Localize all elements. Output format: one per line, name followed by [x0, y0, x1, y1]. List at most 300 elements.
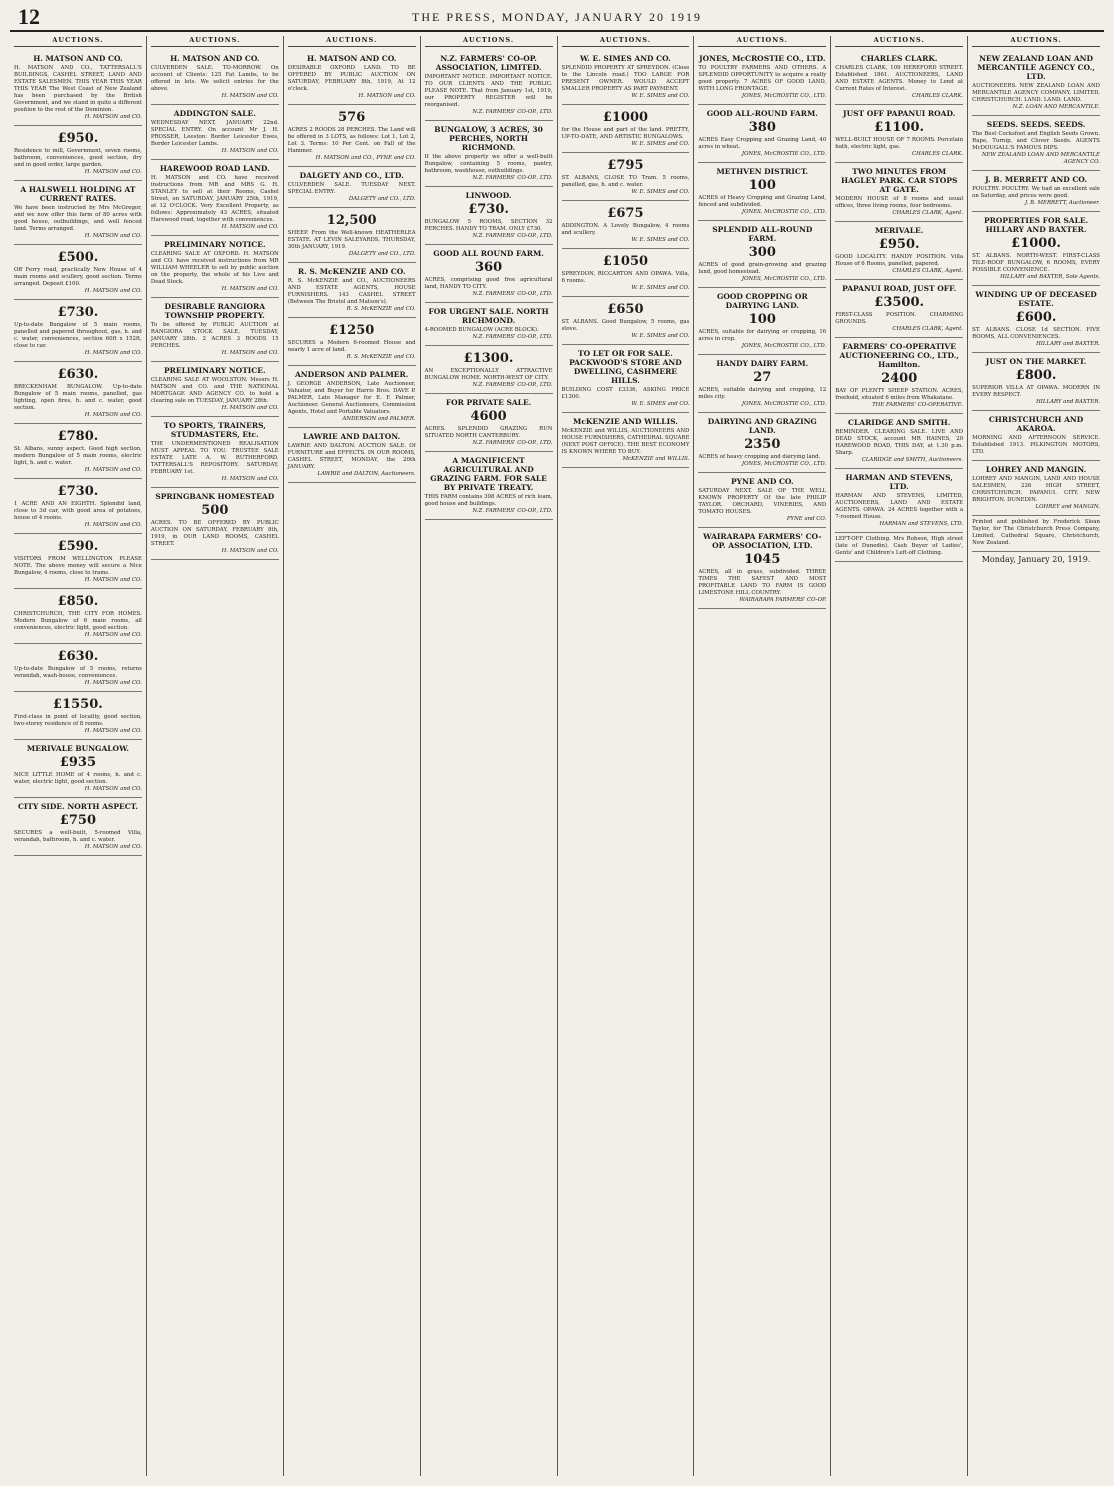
ad-signature: JONES, McCROSTIE CO., LTD.	[741, 93, 827, 99]
ad-signature: H. MATSON and CO.	[84, 522, 142, 528]
advertisement	[425, 187, 553, 245]
ad-heading: GOOD ALL-ROUND FARM.	[706, 109, 818, 118]
ad-signature: N.Z. LOAN AND MERCANTILE.	[1012, 104, 1100, 110]
ad-text: ADDINGTON. A Lovely Bungalow, 4 rooms and scullery.	[561, 223, 690, 236]
ad-signature: H. MATSON and CO.	[84, 632, 142, 638]
ad-signature: H. MATSON and CO.	[221, 224, 279, 230]
ad-signature: LAWRIE and DALTON, Auctioneers.	[317, 471, 416, 477]
advertisement	[835, 50, 963, 105]
ad-signature: DALGETY and CO., LTD.	[348, 196, 416, 202]
ad-price: 576	[338, 110, 366, 125]
advertisement	[14, 534, 142, 589]
ad-signature: H. MATSON and CO.	[84, 412, 142, 418]
ad-text: ACRES of Heavy Cropping and Grazing Land, fenced and subdivided.	[698, 195, 827, 208]
ad-price: £1300.	[463, 351, 514, 366]
ad-heading: TO LET OR FOR SALE. PACKWOOD'S STORE AND DWELLING, CASHMERE HILLS.	[569, 349, 682, 385]
advertisement	[972, 116, 1100, 171]
advertisement	[151, 236, 279, 298]
ad-price: £650	[607, 302, 644, 317]
ad-text: HARMAN AND STEVENS, LIMITED, AUCTIONEERS, LAND AND ESTATE AGENTS. OPAWA. 24 ACRES together with a 7-roomed House.	[835, 493, 964, 520]
advertisement	[14, 362, 142, 424]
advertisement	[562, 297, 690, 345]
ad-price: £1000	[602, 110, 649, 125]
advertisement	[151, 488, 279, 560]
ad-text: If the above property we offer a well-built Bungalow, containing 5 rooms, pantry, bathroom, washhouse, outbuildings.	[424, 154, 553, 174]
ad-text: WEDNESDAY NEXT, JANUARY 22nd. SPECIAL ENTRY. On account Mr J. H. PROSSER, Leeston: Border Leicester Ewes, Border Leicester Lambs.	[150, 120, 279, 147]
ad-text: CLEARING SALE AT WOOLSTON. Messrs H. MATSON and CO. and THE NATIONAL MORTGAGE AND AGENCY CO. to hold a clearing sale on TUESDAY, JANUARY 28th.	[150, 377, 279, 404]
advertisement	[698, 163, 826, 221]
ad-text: THIS FARM contains 398 ACRES of rich loam, good house and buildings.	[424, 494, 553, 507]
advertisement	[425, 452, 553, 520]
ad-heading: MERIVALE BUNGALOW.	[26, 744, 129, 753]
advertisement	[151, 160, 279, 236]
ad-text: ACRES. SPLENDID GRAZING RUN SITUATED NORTH CANTERBURY.	[424, 426, 553, 439]
ad-text: SHEEP. From the Well-known HEATHERLEA ESTATE. AT LEVIN SALEYARDS. THURSDAY, 30th JANUARY, 1919.	[287, 230, 416, 250]
ad-heading: DESIRABLE RANGIORA TOWNSHIP PROPERTY.	[164, 302, 266, 320]
ad-heading: PRELIMINARY NOTICE.	[164, 240, 266, 249]
ad-signature: H. MATSON and CO.	[221, 286, 279, 292]
ad-signature: H. MATSON and CO., PYNE and CO.	[315, 155, 416, 161]
advertisement	[972, 411, 1100, 461]
ad-signature: HILLARY and BAXTER.	[1036, 399, 1100, 405]
ad-price: 1045	[744, 552, 781, 567]
ad-price: £630.	[57, 367, 99, 382]
ad-heading: TWO MINUTES FROM HAGLEY PARK. CAR STOPS AT GATE.	[841, 167, 958, 194]
ad-text: LEFT-OFF Clothing. Mrs Robson, High street (late of Dunedin). Cash Buyer of Ladies', Gents' and Children's Left-off Clothing.	[835, 536, 964, 556]
ad-text: McKENZIE and WILLIS, AUCTIONEERS AND HOUSE FURNISHERS, CATHEDRAL SQUARE (NEXT POST OFFICE). THE BEST ECONOMY IS KNOWN WHERE TO BUY.	[561, 428, 690, 455]
ad-text: SECURES a Modern 6-roomed House and nearly 1 acre of land.	[287, 340, 416, 353]
advertisement	[14, 245, 142, 300]
ad-text: CLEARING SALE AT OXFORD. H. MATSON and CO. have received instructions from MR WILLIAM WHEELER to sell by public auction on the property, the whole of his Live and Dead Stock.	[150, 251, 279, 285]
ad-price: £630.	[57, 649, 99, 664]
advertisement	[835, 105, 963, 163]
advertisement	[14, 479, 142, 534]
advertisement	[698, 473, 826, 528]
ad-price: 4600	[470, 409, 507, 424]
ad-heading: HARMAN AND STEVENS, LTD.	[845, 473, 953, 491]
ad-text: LAWRIE AND DALTON. AUCTION SALE. Of FURNITURE and EFFECTS. IN OUR ROOMS, CASHEL STREET, MONDAY, the 20th JANUARY.	[287, 443, 416, 470]
column	[967, 36, 1104, 1476]
ad-price: £800.	[1015, 368, 1057, 383]
ad-heading: HANDY DAIRY FARM.	[716, 359, 809, 368]
ad-signature: H. MATSON and CO.	[221, 548, 279, 554]
ad-text: LOHREY AND MANGIN, LAND AND HOUSE SALESMEN, 226 HIGH STREET, CHRISTCHURCH. PAPANUI. CITY. NEW BRIGHTON. DUNEDIN.	[972, 476, 1100, 503]
ad-signature: CHARLES CLARK.	[912, 151, 964, 157]
advertisement	[562, 345, 690, 413]
advertisement	[14, 798, 142, 856]
ad-signature: DALGETY and CO., LTD.	[348, 251, 416, 257]
ad-heading: A HALSWELL HOLDING AT CURRENT RATES.	[20, 185, 136, 203]
advertisement	[835, 338, 963, 414]
ad-heading: CITY SIDE. NORTH ASPECT.	[17, 802, 138, 811]
ad-heading: PRELIMINARY NOTICE.	[164, 366, 266, 375]
advertisement-columns	[10, 36, 1104, 1476]
ad-text: The Best Cocksfoot and English Seeds Grown. Rape, Turnip, and Clover Seeds. AGENTS McDOUGALL'S FAMOUS DIPS.	[972, 131, 1100, 151]
ad-price: £750	[59, 813, 97, 828]
ad-text: ST. ALBANS. Good Bungalow, 5 rooms, gas stove.	[561, 319, 690, 332]
advertisement	[14, 424, 142, 479]
ad-signature: W. E. SIMES and CO.	[631, 141, 690, 147]
ad-text: ACRES. TO BE OFFERED BY PUBLIC AUCTION ON SATURDAY, FEBRUARY 8th, 1919, in OUR LAND ROOMS, CASHEL STREET.	[150, 520, 279, 547]
ad-heading: GOOD CROPPING OR DAIRYING LAND.	[716, 292, 808, 310]
ad-price: £600.	[1015, 310, 1057, 325]
ad-signature: THE FARMERS' CO-OPERATIVE.	[872, 402, 964, 408]
ad-price: 300	[748, 245, 776, 260]
ad-signature: H. MATSON and CO.	[84, 728, 142, 734]
advertisement	[425, 245, 553, 303]
advertisement	[698, 288, 826, 355]
ad-heading: CHARLES CLARK.	[860, 54, 938, 63]
ad-signature: N.Z. FARMERS' CO-OP., LTD.	[472, 175, 553, 181]
advertisement	[288, 318, 416, 366]
advertisement	[288, 167, 416, 208]
ad-heading: FOR URGENT SALE. NORTH RICHMOND.	[428, 307, 549, 325]
ad-price: 100	[748, 178, 776, 193]
ad-signature: W. E. SIMES and CO.	[631, 93, 690, 99]
advertisement	[425, 394, 553, 452]
ad-signature: H. MATSON and CO.	[84, 169, 142, 175]
ad-heading: H. MATSON AND CO.	[306, 54, 397, 63]
advertisement	[562, 413, 690, 468]
ad-price: £935	[59, 755, 97, 770]
column-heading: AUCTIONS.	[288, 36, 416, 47]
advertisement	[972, 461, 1100, 516]
ad-signature: H. MATSON and CO.	[221, 405, 279, 411]
ad-text: BRECKENHAM BUNGALOW. Up-to-date Bungalow of 5 main rooms, panelled, gas lighting, open fires, h. and c. water, good section.	[14, 384, 142, 411]
ad-heading: JUST ON THE MARKET.	[985, 357, 1087, 366]
advertisement	[698, 355, 826, 413]
advertisement	[972, 171, 1100, 212]
advertisement	[698, 221, 826, 288]
ad-signature: W. E. SIMES and CO.	[631, 285, 690, 291]
ad-heading: DAIRYING AND GRAZING LAND.	[707, 417, 817, 435]
ad-heading: DALGETY AND CO., LTD.	[299, 171, 404, 180]
ad-signature: H. MATSON and CO.	[84, 577, 142, 583]
ad-price: £1000.	[1011, 236, 1061, 251]
ad-price: £795	[607, 158, 644, 173]
ad-price: £730.	[468, 202, 509, 217]
column	[10, 36, 146, 1476]
ad-text: ACRES, all in grass, subdivided. THREE TIMES THE SAFEST AND MOST PROFITABLE LAND TO FARM IS GOOD LIMESTONE HILL COUNTRY.	[698, 569, 827, 596]
ad-signature: H. MATSON and CO.	[84, 680, 142, 686]
ad-text: Up-to-date Bungalow of 5 main rooms, panelled and papered throughout, gas, h. and c. water, conveniences, section 60ft x 152ft, close to car.	[14, 322, 142, 349]
advertisement	[835, 414, 963, 469]
ad-signature: CHARLES CLARK, Agent.	[892, 210, 964, 216]
ad-signature: H. MATSON and CO.	[84, 844, 142, 850]
advertisement	[425, 50, 553, 121]
advertisement	[425, 346, 553, 394]
advertisement	[698, 528, 826, 609]
ad-text: SPREYDON, RICCARTON AND OPAWA. Villa, 6 rooms.	[561, 271, 690, 284]
ad-signature: H. MATSON and CO.	[84, 786, 142, 792]
advertisement	[14, 300, 142, 362]
ad-heading: JUST OFF PAPANUI ROAD.	[843, 109, 956, 118]
ad-price: £675	[607, 206, 644, 221]
ad-heading: NEW ZEALAND LOAN AND MERCANTILE AGENCY CO., LTD.	[977, 54, 1095, 81]
ad-price: £730.	[57, 484, 99, 499]
ad-price: £1250	[329, 323, 375, 338]
column	[420, 36, 557, 1476]
ad-text: AUCTIONEERS. NEW ZEALAND LOAN AND MERCANTILE AGENCY COMPANY, LIMITED, CHRISTCHURCH. LAND. LAND. LAND.	[972, 83, 1100, 103]
ad-signature: N.Z. FARMERS' CO-OP., LTD.	[472, 334, 553, 340]
ad-signature: JONES, McCROSTIE CO., LTD.	[741, 209, 827, 215]
column	[830, 36, 967, 1476]
advertisement	[14, 740, 142, 798]
ad-signature: JONES, McCROSTIE CO., LTD.	[741, 151, 827, 157]
advertisement	[972, 286, 1100, 353]
ad-text: BUILDING COST £3336, ASKING PRICE £1300.	[561, 387, 690, 400]
ad-signature: R. S. McKENZIE and CO.	[346, 306, 416, 312]
ad-text: Residence to mill, Government, seven rooms, bathroom, conveniences, good section, dry and in good order, large garden.	[14, 148, 142, 168]
ad-heading: SPLENDID ALL-ROUND FARM.	[712, 225, 813, 243]
advertisement	[425, 121, 553, 187]
ad-text: ACRES, suitable for dairying or cropping, 16 acres in crop.	[698, 329, 827, 342]
advertisement	[972, 353, 1100, 411]
advertisement	[288, 208, 416, 263]
ad-text: DESIRABLE OXFORD LAND. TO BE OFFERED BY PUBLIC AUCTION ON SATURDAY, FEBRUARY 8th, 1919, At 12 o'clock.	[287, 65, 416, 92]
ad-text: R. S. McKENZIE and CO., AUCTIONEERS AND ESTATE AGENTS, HOUSE FURNISHERS. 143 CASHEL STREET (Between The Bristol and Matson's).	[287, 278, 416, 305]
advertisement	[151, 362, 279, 417]
ad-heading: PYNE AND CO.	[730, 477, 794, 486]
advertisement	[151, 417, 279, 488]
ad-text: ACRES Easy Cropping and Grazing Land, 40 acres in wheat.	[698, 137, 827, 150]
ad-heading: GOOD ALL ROUND FARM.	[433, 249, 544, 258]
ad-heading: H. MATSON AND CO.	[33, 54, 123, 63]
ad-heading: MERIVALE.	[874, 226, 924, 235]
ad-text: 1 ACRE AND AN EIGHTH. Splendid land, close to 3d car, with good area of potatoes, house of 4 rooms.	[14, 501, 142, 521]
ad-text: ACRES of heavy cropping and dairying land.	[698, 454, 821, 460]
ad-signature: CLARIDGE and SMITH, Auctioneers.	[861, 457, 964, 463]
advertisement	[14, 644, 142, 692]
column-heading: AUCTIONS.	[562, 36, 690, 47]
ad-signature: PYNE and CO.	[786, 516, 827, 522]
ad-text: BAY OF PLENTY SHEEP STATION. ACRES, freehold, situated 6 miles from Whakatane.	[835, 388, 964, 401]
column-heading: AUCTIONS.	[835, 36, 963, 47]
page-number: 12	[18, 4, 40, 29]
ad-heading: SPRINGBANK HOMESTEAD	[155, 492, 275, 501]
ad-text: CULVERDEN SALE. TUESDAY NEXT. SPECIAL ENTRY.	[287, 182, 416, 195]
ad-heading: FARMERS' CO-OPERATIVE AUCTIONEERING CO., LTD., Hamilton.	[839, 342, 959, 369]
ad-text: Off Ferry road, practically New House of 4 main rooms and scullery, good section. Terms arranged. Deposit £100.	[14, 267, 142, 287]
ad-signature: W. E. SIMES and CO.	[631, 401, 690, 407]
ad-signature: H. MATSON and CO.	[221, 350, 279, 356]
ad-text: 4-ROOMED BUNGALOW (ACRE BLOCK).	[424, 327, 539, 333]
ad-heading: CLARIDGE AND SMITH.	[848, 418, 951, 427]
ad-text: H. MATSON and CO. have received instructions from MR and MRS G. H. STANLEY to sell at their Rooms, Cashel Street, on SATURDAY, JANUARY 25th, 1919, at 12 O'CLOCK. Very Excellent Property, as follows: Approximately 43 ACRES, situated Harewood road, together with conveniences.	[150, 175, 279, 223]
ad-signature: N.Z. FARMERS' CO-OP., LTD.	[472, 382, 553, 388]
ad-heading: METHVEN DISTRICT.	[716, 167, 809, 176]
ad-price: 27	[753, 370, 772, 385]
ad-text: TO POULTRY FARMERS AND OTHERS. A SPLENDID OPPORTUNITY to acquire a really good property. 7 ACRES OF GOOD LAND, WITH LONG FRONTAGE.	[698, 65, 827, 92]
ad-text: VISITORS FROM WELLINGTON PLEASE NOTE. The above money will secure a Nice Bungalow, 4 rooms, close to trams.	[14, 556, 142, 576]
advertisement	[698, 105, 826, 163]
ad-price: 12,500	[326, 213, 377, 228]
ad-text: CHARLES CLARK, 109 HEREFORD STREET. Established 1861. AUCTIONEERS, LAND AND ESTATE AGENTS. Money to Lend at Current Rates of Interest.	[835, 65, 964, 92]
footer-date: Monday, January 20, 1919.	[981, 555, 1091, 564]
advertisement	[835, 163, 963, 222]
ad-signature: H. MATSON and CO.	[84, 288, 142, 294]
advertisement	[972, 50, 1100, 116]
masthead	[10, 4, 1104, 32]
ad-heading: CHRISTCHURCH AND AKAROA.	[988, 415, 1084, 433]
ad-signature: JONES, McCROSTIE CO., LTD.	[741, 401, 827, 407]
ad-text: ST. ALBANS. NORTH-WEST. FIRST-CLASS TILE-ROOF BUNGALOW, 6 ROOMS, EVERY POSSIBLE CONVENIENCE.	[972, 253, 1100, 273]
advertisement	[151, 298, 279, 362]
ad-signature: JONES, McCROSTIE CO., LTD.	[741, 276, 827, 282]
advertisement	[835, 222, 963, 280]
advertisement	[562, 201, 690, 249]
ad-text: IMPORTANT NOTICE. IMPORTANT NOTICE. TO OUR CLIENTS AND THE PUBLIC. PLEASE NOTE. That from January 1st, 1919, our PROPERTY REGISTER will be reorganised.	[424, 74, 553, 108]
ad-text: MODERN HOUSE of 8 rooms and usual offices, three living rooms, four bedrooms.	[835, 196, 964, 209]
advertisement	[151, 50, 279, 105]
ad-heading: R. S. McKENZIE AND CO.	[297, 267, 406, 276]
ad-signature: CHARLES CLARK, Agent.	[892, 268, 964, 274]
ad-price: £950.	[878, 237, 920, 252]
ad-signature: NEW ZEALAND LOAN AND MERCANTILE AGENCY CO.	[981, 152, 1100, 165]
ad-price: £500.	[57, 250, 99, 265]
ad-text: First-class in point of locality, good section, two-storey residence of 8 rooms.	[14, 714, 142, 727]
ad-price: £780.	[57, 429, 99, 444]
column	[693, 36, 830, 1476]
ad-text: CULVERDEN SALE. TO-MORROW. On account of Clients: 125 Fat Lambs, to be offered in lots. We solicit entries for the above.	[150, 65, 279, 92]
advertisement	[835, 533, 963, 562]
ad-price: 380	[748, 120, 776, 135]
ad-price: £950.	[57, 131, 99, 146]
advertisement	[698, 413, 826, 473]
ad-signature: HILLARY and BAXTER.	[1036, 341, 1100, 347]
ad-price: £730.	[57, 305, 99, 320]
advertisement	[288, 105, 416, 167]
ad-signature: N.Z. FARMERS' CO-OP., LTD.	[472, 109, 553, 115]
ad-signature: LOHREY and MANGIN.	[1035, 504, 1100, 510]
advertisement	[698, 50, 826, 105]
ad-text: St. Albans, sunny aspect. Good high section, modern Bungalow of 5 main rooms, electric light, h. and c. water.	[14, 446, 142, 466]
ad-text: NICE LITTLE HOME of 4 rooms, h. and c. water, electric light, good section.	[14, 772, 142, 785]
ad-text: ACRES of good grain-growing and grazing land, good homestead.	[698, 262, 827, 275]
ad-text: To be offered by PUBLIC AUCTION at RANGIORA STOCK SALE, TUESDAY, JANUARY 28th. 2 ACRES 3 ROODS 15 PERCHES.	[150, 322, 279, 349]
advertisement	[14, 589, 142, 644]
ad-price: 2350	[744, 437, 781, 452]
ad-signature: McKENZIE and WILLIS.	[622, 456, 690, 462]
ad-signature: CHARLES CLARK.	[912, 93, 964, 99]
ad-price: £850.	[57, 594, 99, 609]
advertisement	[425, 303, 553, 346]
ad-heading: N.Z. FARMERS' CO-OP. ASSOCIATION, LIMITED.	[435, 54, 542, 72]
ad-heading: LOHREY AND MANGIN.	[985, 465, 1087, 474]
ad-signature: N.Z. FARMERS' CO-OP., LTD.	[472, 233, 553, 239]
ad-heading: FOR PRIVATE SALE.	[445, 398, 532, 407]
ad-price: £590.	[57, 539, 99, 554]
ad-text: MORNING AND AFTERNOON SERVICE. Established 1913. PILKINGTON MOTORS, LTD.	[972, 435, 1100, 455]
ad-text: THE UNDERMENTIONED REALISATION MUST APPEAL TO YOU. TRUSTEE SALE ESTATE LATE A. W. RUTHERFORD. TATTERSALL'S REPOSITORY. SATURDAY, FEBRUARY 1st.	[150, 441, 279, 475]
ad-heading: ANDERSON AND PALMER.	[294, 370, 409, 379]
advertisement	[562, 153, 690, 201]
advertisement	[562, 105, 690, 153]
ad-text: CHRISTCHURCH, THE CITY FOR HOMES. Modern Bungalow of 6 main rooms, all conveniences, electric light, good section.	[14, 611, 142, 631]
ad-heading: TO SPORTS, TRAINERS, STUDMASTERS, Etc.	[163, 421, 266, 439]
ad-signature: H. MATSON and CO.	[358, 93, 416, 99]
ad-text: ACRES 2 ROODS 28 PERCHES. The Land will be offered in 3 LOTS, as follows: Lot 1, Lot 2, Lot 3. Terms: 10 Per Cent. on Fall of the Hammer.	[287, 127, 416, 154]
ad-text: SATURDAY NEXT. SALE OF THE WELL KNOWN PROPERTY Of the late PHILIP TAYLOR. ORCHARD, VINERIES, AND TOMATO HOUSES.	[698, 488, 827, 515]
ad-heading: BUNGALOW, 3 ACRES, 30 PERCHES, NORTH RICHMOND.	[434, 125, 543, 152]
ad-signature: H. MATSON and CO.	[84, 350, 142, 356]
ad-signature: H. MATSON and CO.	[221, 476, 279, 482]
advertisement	[14, 181, 142, 245]
ad-signature: H. MATSON and CO.	[84, 233, 142, 239]
ad-text: H. MATSON AND CO., TATTERSALL'S BUILDINGS, CASHEL STREET, LAND AND ESTATE SALESMEN. THIS YEAR THIS YEAR THIS YEAR The West Coast of New Zealand has been purchased by the British Government, and we stand in quite a different position to the rest of the Dominion.	[14, 65, 142, 113]
ad-signature: R. S. McKENZIE and CO.	[346, 354, 416, 360]
column-heading: AUCTIONS.	[972, 36, 1100, 47]
advertisement	[14, 692, 142, 740]
advertisement	[835, 280, 963, 338]
ad-signature: W. E. SIMES and CO.	[631, 333, 690, 339]
ad-heading: JONES, McCROSTIE CO., LTD.	[699, 54, 826, 63]
advertisement	[14, 50, 142, 126]
ad-text: SPLENDID PROPERTY AT SPREYDON. (Close to the Lincoln road.) TOO LARGE FOR PRESENT OWNER. WOULD ACCEPT SMALLER PROPERTY AS PART PAYMENT.	[561, 65, 690, 92]
ad-price: £1050	[602, 254, 649, 269]
ad-heading: McKENZIE AND WILLIS.	[573, 417, 678, 426]
ad-signature: H. MATSON and CO.	[84, 114, 142, 120]
advertisement	[14, 126, 142, 181]
ad-heading: HAREWOOD ROAD LAND.	[159, 164, 270, 173]
ad-heading: LINWOOD.	[465, 191, 512, 200]
ad-text: WELL-BUILT HOUSE OF 7 ROOMS. Porcelain bath, electric light, gas.	[835, 137, 964, 150]
ad-text: AN EXCEPTIONALLY ATTRACTIVE BUNGALOW HOME. NORTH-WEST OF CITY.	[424, 368, 553, 381]
ad-text: We have been instructed by Mrs McGregor, and we now offer this farm of 80 acres with good house, outbuildings, and well fenced land. Terms arranged.	[14, 205, 142, 232]
advertisement	[288, 366, 416, 428]
ad-text: FIRST-CLASS POSITION. CHARMING GROUNDS.	[835, 312, 964, 325]
ad-signature: H. MATSON and CO.	[84, 467, 142, 473]
ad-heading: A MAGNIFICENT AGRICULTURAL AND GRAZING FARM. FOR SALE BY PRIVATE TREATY.	[430, 456, 547, 492]
ad-price: £1550.	[53, 697, 103, 712]
ad-signature: N.Z. FARMERS' CO-OP., LTD.	[472, 440, 553, 446]
ad-price: 2400	[881, 371, 918, 386]
column-heading: AUCTIONS.	[698, 36, 826, 47]
advertisement	[288, 428, 416, 483]
ad-price: 360	[474, 260, 503, 275]
ad-heading: PAPANUI ROAD, JUST OFF.	[842, 284, 957, 293]
advertisement	[151, 105, 279, 160]
ad-heading: WAIRARAPA FARMERS' CO-OP. ASSOCIATION, LTD.	[703, 532, 822, 550]
ad-heading: SEEDS. SEEDS. SEEDS.	[986, 120, 1086, 129]
ad-signature: ANDERSON and PALMER.	[342, 416, 416, 422]
ad-signature: JONES, McCROSTIE CO., LTD.	[741, 343, 827, 349]
ad-signature: WAIRARAPA FARMERS' CO-OP.	[739, 597, 827, 603]
ad-signature: HARMAN and STEVENS, LTD.	[879, 521, 964, 527]
ad-text: SUPERIOR VILLA AT OPAWA. MODERN IN EVERY RESPECT.	[972, 385, 1100, 398]
ad-signature: H. MATSON and CO.	[221, 148, 279, 154]
ad-signature: N.Z. FARMERS' CO-OP., LTD.	[472, 508, 553, 514]
ad-text: for the House and part of the land. PRETTY, UP-TO-DATE, AND ARTISTIC BUNGALOWS.	[561, 127, 690, 140]
ad-text: SECURES a well-built, 5-roomed Villa, verandah, bathroom, h. and c. water.	[14, 830, 142, 843]
ad-text: ACRES, suitable dairying and cropping, 12 miles city.	[698, 387, 827, 400]
ad-heading: J. B. MERRETT AND CO.	[985, 175, 1088, 184]
column-heading: AUCTIONS.	[151, 36, 279, 47]
advertisement	[835, 469, 963, 533]
ad-text: ST. ALBANS. CLOSE 1d SECTION. FIVE ROOMS, ALL CONVENIENCES.	[972, 327, 1100, 340]
ad-heading: H. MATSON AND CO.	[170, 54, 260, 63]
ad-price: £1100.	[874, 120, 925, 135]
column	[283, 36, 420, 1476]
ad-text: ST. ALBANS, CLOSE TO Tram. 5 rooms, panelled, gas, h. and c. water.	[561, 175, 690, 188]
ad-heading: LAWRIE AND DALTON.	[303, 432, 401, 441]
column	[557, 36, 694, 1476]
newspaper-title: THE PRESS, MONDAY, JANUARY 20 1919	[412, 10, 702, 24]
ad-text: BUNGALOW 5 ROOMS, SECTION 32 PERCHES. HANDY TO TRAM. ONLY £730.	[424, 219, 553, 232]
ad-text: POULTRY. POULTRY. We had an excellent sale on Saturday, and prices were good.	[972, 186, 1100, 199]
ad-text: Up-to-date Bungalow of 5 rooms, returns verandah, wash-house, conveniences.	[14, 666, 142, 679]
advertisement	[562, 50, 690, 105]
